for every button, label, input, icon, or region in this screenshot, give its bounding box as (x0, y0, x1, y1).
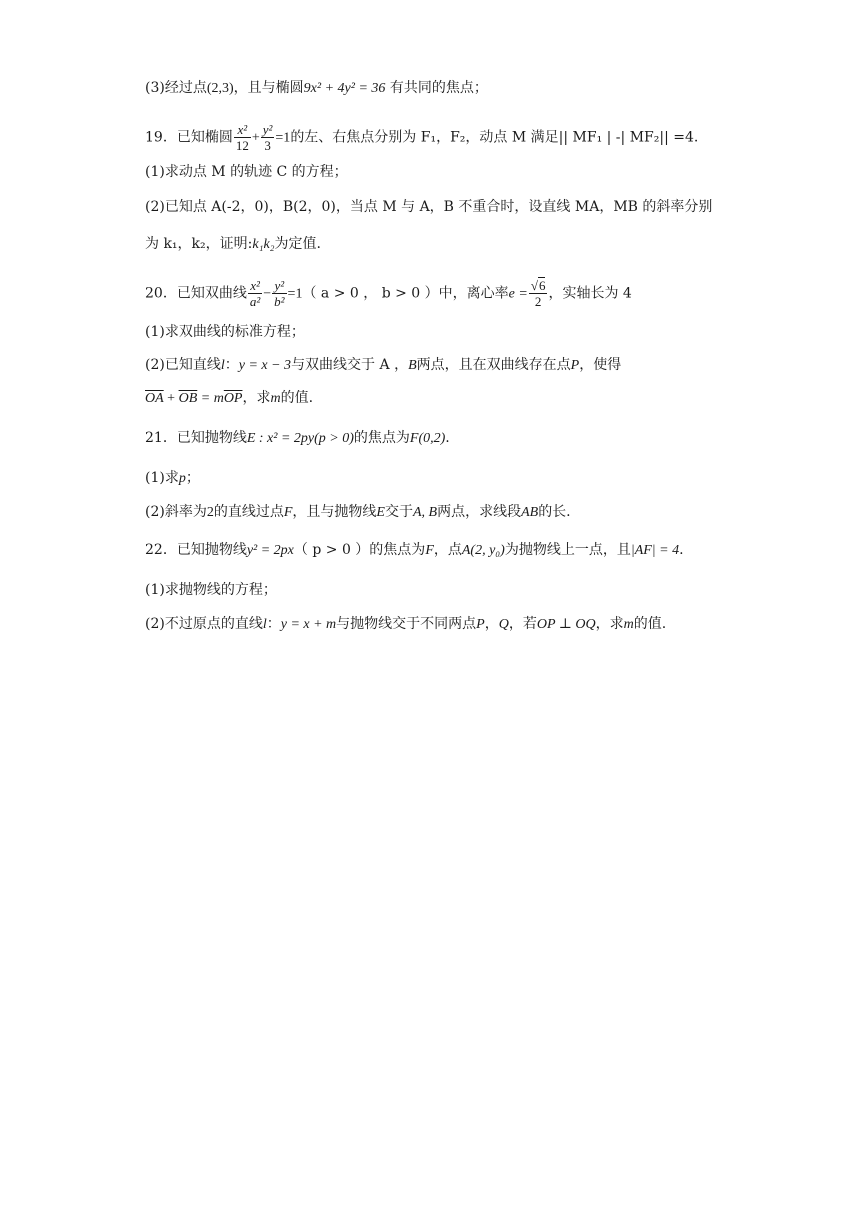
q20-vector-OA: $\overline{OA}$ (145, 391, 164, 406)
q20-part2-line2 (145, 388, 313, 409)
q20-sqrt-6: 6 (538, 278, 546, 293)
q22-line-l: l (262, 617, 267, 632)
q20-intro: 已知双曲线 (176, 285, 247, 302)
q19-text: 的左、右焦点分别为 F₁，F₂，动点 M 满足|| MF₁ | -| MF₂|| =4. (290, 129, 699, 146)
q22-part2-mid2: ，若 (508, 616, 537, 632)
q19-frac-x-num: x² (234, 122, 251, 138)
q22-colon: ： (266, 616, 281, 632)
q19-number: 19． (145, 129, 177, 146)
q18-part3-ellipse-eq: 9x² + 4y² = 36 (303, 81, 386, 96)
q20-number: 20． (145, 285, 177, 302)
q18-part3-line (145, 78, 488, 99)
q20-m: m (270, 391, 281, 406)
q20-e-num: √6 (530, 278, 546, 293)
q21-part2-e: 两点，求线段 (437, 504, 522, 520)
q20-frac-y-num: y² (272, 278, 286, 294)
q22-part2-mid: 与抛物线交于不同两点 (336, 616, 477, 632)
q18-part3-prefix: (3)经过点 (145, 80, 207, 96)
q19-fraction-y (261, 122, 275, 153)
q22-part2-ask: ，求 (595, 616, 624, 632)
q21-intro: 已知抛物线 (176, 430, 247, 446)
q22-part2-pre: (2)不过原点的直线 (145, 616, 263, 632)
q19-eq-rest: =1 (275, 130, 291, 146)
q22-end: . (679, 542, 684, 558)
q21-part1 (145, 468, 200, 489)
q21-F: F (283, 505, 293, 520)
q21-AB-segment: AB (521, 505, 539, 520)
q20-minus: − (263, 286, 272, 302)
q19-part2-line1: (2)已知点 A(-2，0)，B(2，0)，当点 M 与 A，B 不重合时，设直线 MA，MB 的斜率分别 (145, 199, 713, 215)
q20-part2-line1 (145, 355, 621, 376)
q21-stem (145, 428, 450, 449)
q21-parabola-eq: E : x² = 2py(p > 0) (246, 431, 354, 446)
q21-part2-c: ，且与抛物线 (292, 504, 377, 520)
q18-part3-mid: ，且与椭圆 (233, 80, 304, 96)
q18-part3-point: (2,3) (206, 81, 234, 96)
q20-colon: ： (224, 357, 239, 373)
q19-plus: + (251, 130, 260, 146)
q21-E: E (376, 505, 385, 520)
q20-part2-end: 的值. (280, 390, 314, 406)
q22-point-A: A(2, y₀) (461, 543, 505, 558)
q21-part2-b: 的直线过点 (213, 504, 284, 520)
q20-frac-x-den: a² (249, 294, 261, 309)
q20-vec-plus: + (163, 391, 179, 406)
q21-part2-a: (2)斜率为 (145, 504, 207, 520)
q22-part1: (1)求抛物线的方程； (145, 582, 277, 598)
q20-part2-post: 与双曲线交于 A ， (291, 357, 409, 373)
q19-frac-x-den: 12 (235, 138, 249, 153)
q21-focus: F(0,2) (409, 431, 446, 446)
q20-line-eq: y = x − 3 (238, 358, 292, 373)
q22-number: 22． (145, 542, 177, 558)
q21-number: 21． (145, 430, 177, 446)
q22-comma: ， (484, 616, 499, 632)
q18-part3-suffix: 有共同的焦点； (389, 80, 488, 96)
q20-tail: ，实轴长为 4 (548, 285, 632, 302)
q20-vector-OP: $\overline{OP}$ (223, 391, 243, 406)
q20-e-label: e = (508, 286, 528, 302)
q20-point-P: P (570, 358, 580, 373)
q20-vector-OB: $\overline{OB}$ (178, 391, 198, 406)
q19-k1k2: k₁k₂ (252, 237, 275, 252)
q22-stem (145, 540, 684, 561)
q21-end: . (445, 430, 450, 446)
q19-part1: (1)求动点 M 的轨迹 C 的方程； (145, 164, 348, 180)
q22-intro: 已知抛物线 (176, 542, 247, 558)
q20-part2-ask: ，求 (242, 390, 271, 406)
q22-parabola-eq: y² = 2px (246, 543, 294, 558)
q20-eccentricity-fraction (529, 278, 548, 309)
q20-line-l: l (220, 358, 225, 373)
q19-stem (145, 122, 698, 153)
q19-part2-pre: 为 k₁，k₂，证明: (145, 236, 253, 252)
q20-stem (145, 278, 632, 309)
q21-slope: 2 (206, 505, 214, 520)
q21-part1-end: ； (185, 470, 200, 486)
q22-part2-end: 的值. (633, 616, 667, 632)
q22-point-P: P (476, 617, 485, 632)
q22-mid2: 为抛物线上一点，且 (504, 542, 631, 558)
q20-frac-y-den: b² (274, 294, 285, 309)
q20-e-den: 2 (534, 294, 542, 309)
q20-part1: (1)求双曲线的标准方程； (145, 324, 305, 340)
q21-part2-d: 交于 (384, 504, 413, 520)
q21-p: p (178, 471, 186, 486)
q22-mid: ，点 (433, 542, 462, 558)
q20-eq-rest: =1 (287, 286, 303, 302)
q20-part2-post2: 两点，且在双曲线存在点 (416, 357, 571, 373)
q19-frac-y-num: y² (262, 122, 273, 137)
q20-fraction-x (248, 278, 262, 309)
q22-line-eq: y = x + m (280, 617, 337, 632)
q20-part2-pre: (2)已知直线 (145, 357, 221, 373)
q21-part2 (145, 502, 571, 523)
q19-part2-post: 为定值. (274, 236, 321, 252)
q21-AB-points: A, B (412, 505, 438, 520)
q21-mid: 的焦点为 (353, 430, 410, 446)
q21-part2-f: 的长. (538, 504, 571, 520)
q19-fraction-x (234, 122, 251, 153)
q22-F: F (425, 543, 434, 558)
q20-condition: （ a > 0 ， b > 0 ）中，离心率 (302, 285, 509, 302)
q19-frac-y-den: 3 (264, 138, 271, 153)
q22-m: m (623, 617, 634, 632)
q22-point-Q: Q (498, 617, 509, 632)
q22-perpendicular: OP ⊥ OQ (536, 617, 596, 632)
q22-condition: （ p > 0 ）的焦点为 (293, 542, 426, 558)
q19-intro: 已知椭圆 (176, 129, 233, 146)
q21-part1-pre: (1)求 (145, 470, 179, 486)
q19-part2-line2 (145, 234, 321, 255)
q22-AF: |AF| = 4 (630, 543, 680, 558)
q20-part2-post3: ，使得 (579, 357, 622, 373)
q20-point-B: B (408, 358, 417, 373)
q20-vec-eq: = m (197, 391, 224, 406)
q20-frac-x-num: x² (248, 278, 262, 294)
q20-fraction-y (272, 278, 286, 309)
q22-part2 (145, 614, 666, 635)
